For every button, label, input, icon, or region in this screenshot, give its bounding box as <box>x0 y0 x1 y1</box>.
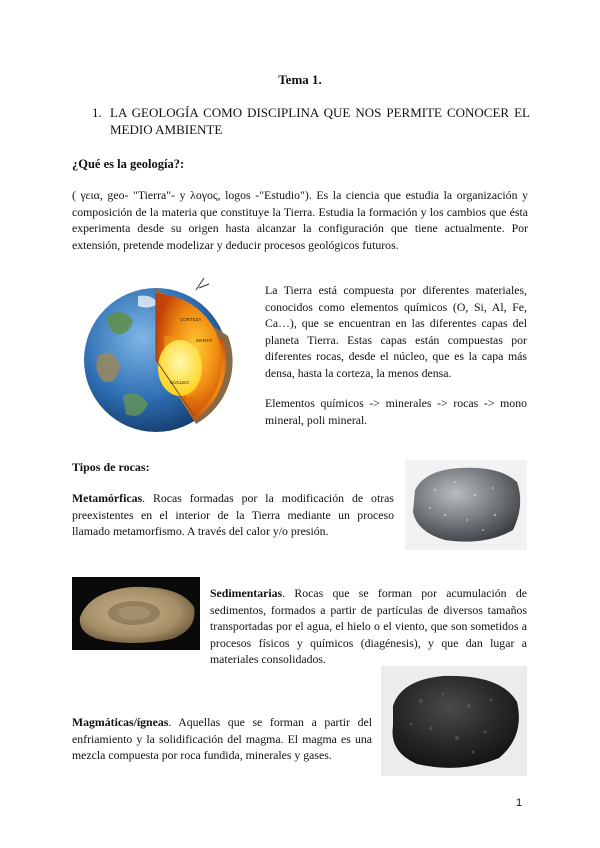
earth-layers-image <box>78 276 248 438</box>
section-number: 1. <box>92 105 102 120</box>
rock-types-heading: Tipos de rocas: <box>72 460 150 474</box>
page-number: 1 <box>516 797 523 809</box>
igneous-paragraph <box>72 714 372 764</box>
igneous-rock-image <box>381 666 527 776</box>
label-mantle: MANTO <box>196 338 213 343</box>
page-title: Tema 1. <box>278 72 322 87</box>
sedimentary-text: . Rocas que se forman por acumulación de sedimentos, formados a partir de partículas de diversos tamaños transportadas por el agua, el hielo o el viento, que son sometidos a procesos físicos y químicos (diagénesis), y que dan lugar a materiales consolidados. <box>210 586 527 666</box>
sedimentary-term: Sedimentarias <box>210 586 283 600</box>
section-heading-text: LA GEOLOGÍA COMO DISCIPLINA QUE NOS PERMITE CONOCER EL MEDIO AMBIENTE <box>110 105 530 137</box>
metamorphic-rock-image <box>405 460 527 550</box>
metamorphic-term: Metamórficas <box>72 491 143 505</box>
metamorphic-text: . Rocas formadas por la modificación de otras preexistentes en el interior de la Tierra mediante un proceso llamado metamorfismo. A través del calor y/o presión. <box>72 491 394 538</box>
question-heading: ¿Qué es la geología?: <box>72 157 185 171</box>
earth-paragraph: La Tierra está compuesta por diferentes materiales, conocidos como elementos químicos (O, Si, Al, Fe, Ca…), que se encuentran en las diferentes capas del planeta Tierra. Estas capas están compuestas por diferentes rocas, desde el núcleo, que es la capa más densa, hasta la corteza, la menos densa. <box>265 283 527 380</box>
sedimentary-rock-image <box>72 577 200 650</box>
intro-paragraph: ( γεια, geo- "Tierra"- y λογος, logos -"Estudio"). Es la ciencia que estudia la organización y composición de la materia que constituye la Tierra. Estudia la formación y los cambios que ésta experimenta desde su origen hasta alcanzar la configuración que tiene actualmente. Por extensión, pretende modelizar y deducir procesos geológicos futuros. <box>72 188 528 252</box>
label-crust: CORTEZA <box>180 317 202 322</box>
igneous-term: Magmáticas/ígneas <box>72 715 169 729</box>
label-core: NÚCLEO <box>170 380 189 385</box>
igneous-text: . Aquellas que se forman a partir del enfriamiento y la solidificación del magma. El magma es una mezcla compuesta por roca fundida, minerales y gases. <box>72 715 372 762</box>
metamorphic-paragraph <box>72 490 394 540</box>
elements-paragraph: Elementos químicos -> minerales -> rocas -> mono mineral, poli mineral. <box>265 396 527 427</box>
sedimentary-paragraph <box>210 585 527 668</box>
